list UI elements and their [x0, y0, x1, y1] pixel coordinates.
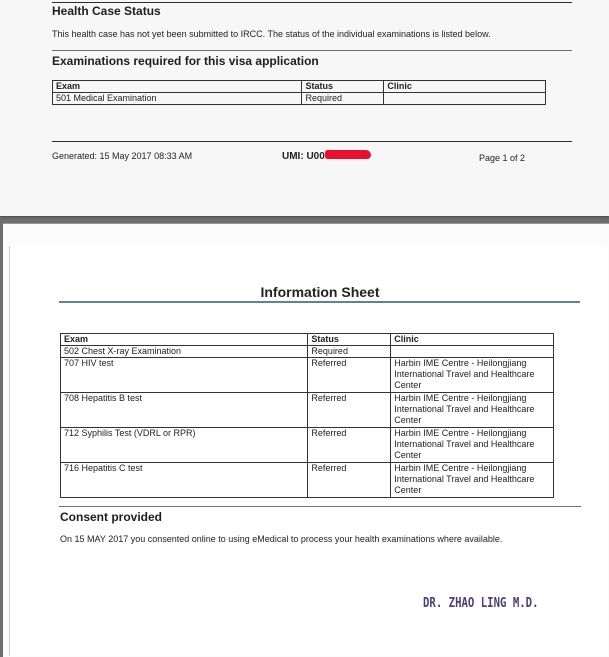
doctor-signature-stamp: DR. ZHAO LING M.D. [423, 596, 539, 611]
consent-text: On 15 MAY 2017 you consented online to using eMedical to process your health examinations where available. [60, 534, 503, 544]
table-row [61, 463, 554, 498]
exams-required-table [52, 80, 546, 105]
umi-number: UMI: U00 [282, 151, 325, 162]
page-number: Page 1 of 2 [479, 153, 526, 163]
section-rule [52, 50, 572, 51]
information-sheet-title: Information Sheet [260, 284, 380, 300]
health-case-status-text: This health case has not yet been submitted to IRCC. The status of the individual examinations is listed below. [52, 29, 491, 39]
table-row [53, 93, 546, 105]
status-cell: Referred [308, 393, 391, 428]
col-status-header: Status [302, 81, 384, 93]
status-cell: Referred [308, 428, 391, 463]
exam-cell: 712 Syphilis Test (VDRL or RPR) [61, 428, 308, 463]
health-case-status-title: Health Case Status [52, 4, 161, 18]
information-sheet-table [60, 333, 554, 498]
clinic-cell [391, 346, 554, 358]
clinic-cell: Harbin IME Centre - Heilongjiang International Travel and Healthcare Center [391, 393, 554, 428]
col-exam-header: Exam [53, 81, 302, 93]
top-rule [52, 2, 572, 3]
clinic-cell: Harbin IME Centre - Heilongjiang International Travel and Healthcare Center [391, 428, 554, 463]
status-cell: Referred [308, 463, 391, 498]
consent-provided-title: Consent provided [60, 510, 163, 524]
exam-cell: 708 Hepatitis B test [61, 393, 308, 428]
col-clinic-header: Clinic [391, 334, 554, 346]
footer-rule [52, 141, 572, 142]
table-row [61, 358, 554, 393]
document-page-1 [0, 0, 609, 216]
status-cell: Required [308, 346, 391, 358]
table-header-row [61, 334, 554, 346]
exam-cell: 502 Chest X-ray Examination [61, 346, 308, 358]
col-clinic-header: Clinic [384, 81, 546, 93]
exam-cell: 501 Medical Examination [53, 93, 302, 105]
title-rule [59, 301, 580, 303]
col-status-header: Status [308, 334, 391, 346]
status-cell: Required [302, 93, 384, 105]
clinic-cell [384, 93, 546, 105]
status-cell: Referred [308, 358, 391, 393]
table-row [61, 346, 554, 358]
col-exam-header: Exam [61, 334, 308, 346]
table-header-row [53, 81, 546, 93]
table-row [61, 428, 554, 463]
table-row [61, 393, 554, 428]
exam-cell: 716 Hepatitis C test [61, 463, 308, 498]
exam-cell: 707 HIV test [61, 358, 308, 393]
consent-rule [59, 506, 581, 507]
clinic-cell: Harbin IME Centre - Heilongjiang International Travel and Healthcare Center [391, 463, 554, 498]
exams-required-title: Examinations required for this visa application [52, 54, 319, 68]
clinic-cell: Harbin IME Centre - Heilongjiang International Travel and Healthcare Center [391, 358, 554, 393]
redaction-mark [325, 150, 371, 159]
generated-timestamp: Generated: 15 May 2017 08:33 AM [52, 151, 193, 161]
